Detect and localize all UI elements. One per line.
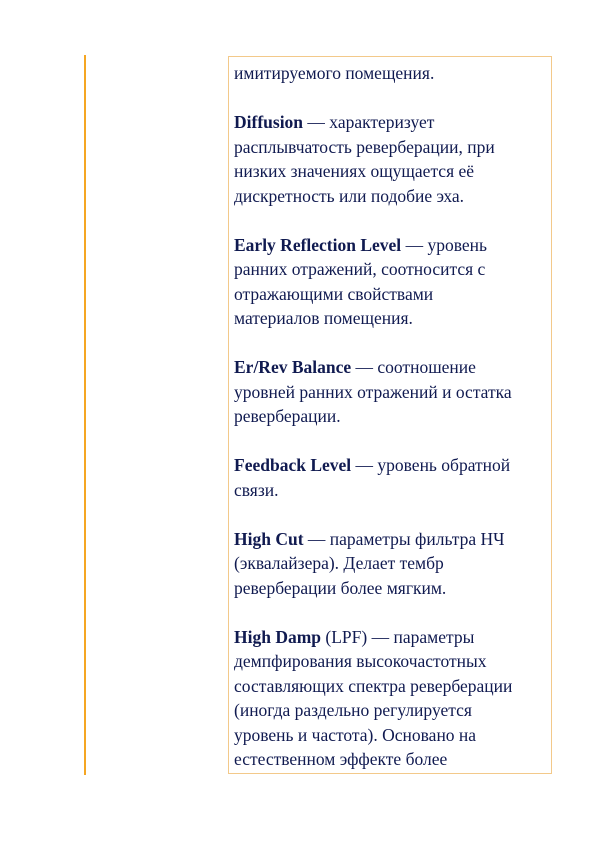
paragraph-diffusion (234, 110, 551, 208)
term-early-reflection-level: Early Reflection Level (234, 234, 402, 255)
paragraph-high-cut (234, 527, 551, 601)
paragraph-text: — параметры фильтра НЧ (эквалайзера). Делает тембр реверберации более мягким. (234, 528, 505, 598)
margin-rule (84, 55, 86, 775)
paragraph-high-damp (234, 625, 551, 772)
term-feedback-level: Feedback Level (234, 455, 352, 475)
paragraph-er-rev-balance (234, 355, 551, 429)
paragraph-early-reflection-level (234, 233, 551, 331)
text-frame (228, 56, 552, 774)
paragraph-text: — уровень ранних отражений, соотносится с отражающими свойствами материалов помещения. (234, 234, 487, 328)
term-high-cut: High Cut (234, 528, 304, 549)
paragraph-text: — соотношение уровней ранних отражений и остатка реверберации. (234, 357, 512, 426)
paragraph-text: — характеризует расплывчатость реверберации, при низких значениях ощущается её дискретность или подобие эха. (234, 112, 495, 206)
term-er-rev-balance: Er/Rev Balance (234, 357, 352, 377)
paragraph-text: имитируемого помещения. (234, 63, 435, 83)
term-diffusion: Diffusion (234, 112, 304, 132)
paragraph-text: — уровень обратной связи. (234, 455, 511, 500)
paragraph-continuation (234, 61, 551, 86)
term-high-damp: High Damp (234, 626, 322, 647)
paragraph-text: (LPF) — параметры демпфирования высокочастотных составляющих спектра реверберации (иногда раздельно регулируется уровень и частота). Основано на естественном эффекте более (234, 626, 513, 769)
paragraph-feedback-level (234, 453, 551, 502)
